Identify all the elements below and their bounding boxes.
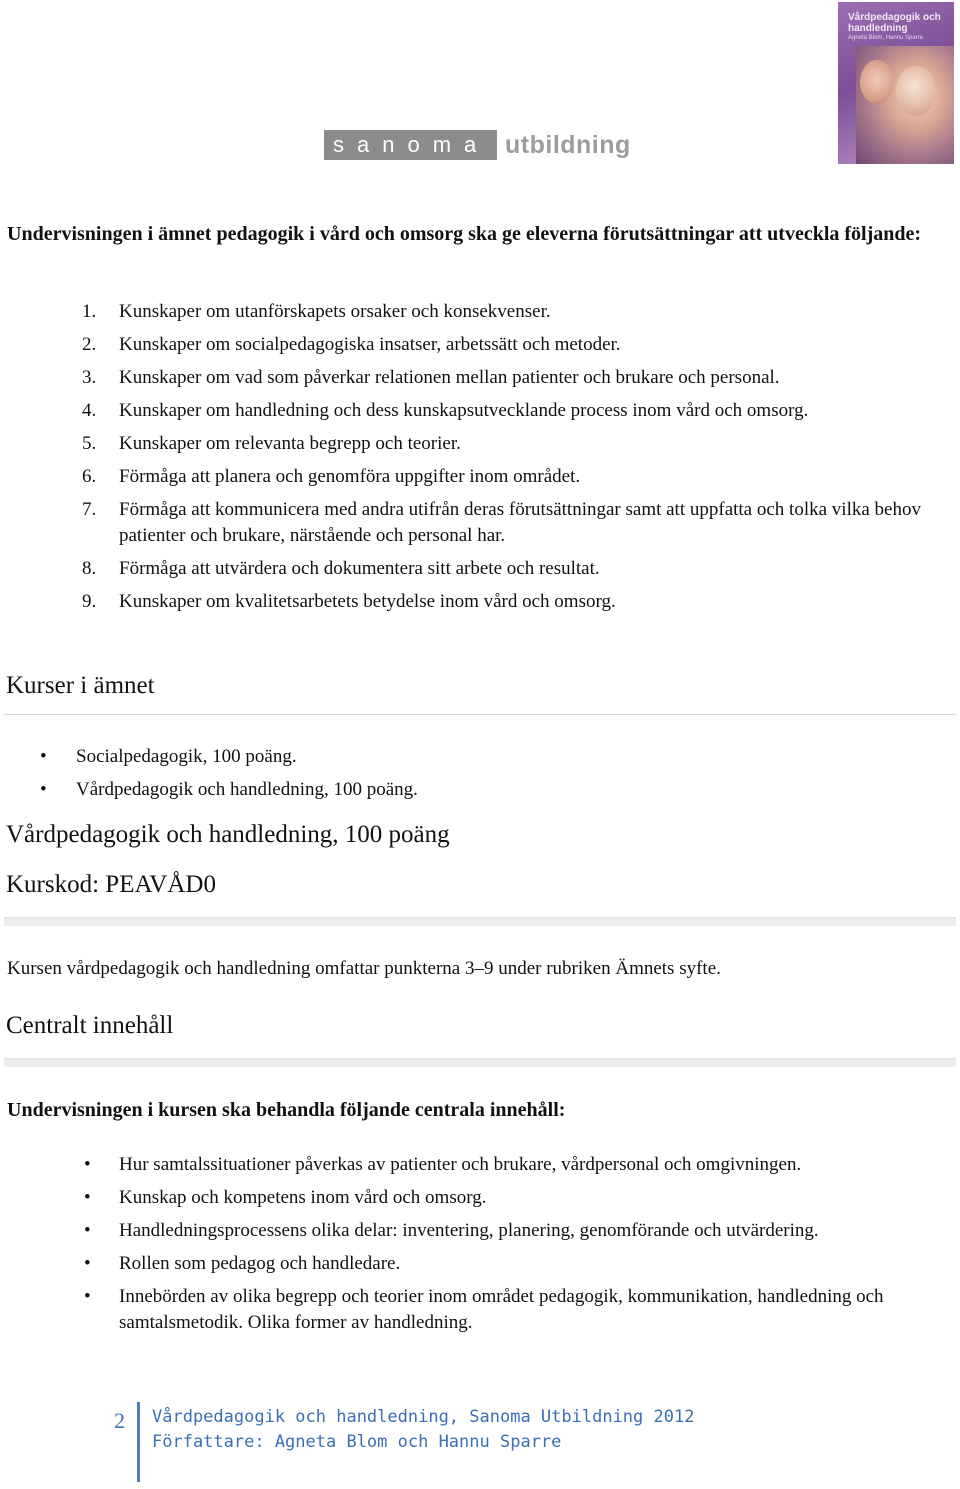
divider (4, 1058, 956, 1067)
bullet-icon: • (84, 1154, 91, 1175)
list-item (0, 1152, 960, 1178)
footer-line-2: Författare: Agneta Blom och Hannu Sparre (152, 1432, 562, 1452)
book-cover-image (838, 2, 954, 164)
list-item (0, 777, 960, 803)
list-item-text: Kunskaper om kvalitetsarbetets betydelse inom vård och omsorg. (119, 591, 616, 612)
courses-heading: Kurser i ämnet (6, 672, 155, 699)
list-item-text: Förmåga att utvärdera och dokumentera sitt arbete och resultat. (119, 558, 600, 579)
list-item-text: Socialpedagogik, 100 poäng. (76, 746, 297, 767)
list-number: 3. (82, 367, 97, 388)
content-list (0, 1152, 960, 1336)
list-item (0, 556, 960, 582)
list-item-text: Kunskaper om utanförskapets orsaker och konsekvenser. (119, 301, 551, 322)
list-item-text: Förmåga att planera och genomföra uppgifter inom området. (119, 466, 581, 487)
goals-list (0, 299, 960, 622)
list-item-text: Hur samtalssituationer påverkas av patienter och brukare, vårdpersonal och omgivningen. (119, 1154, 802, 1175)
list-number: 4. (82, 400, 97, 421)
list-item-text: Kunskaper om socialpedagogiska insatser, arbetssätt och metoder. (119, 334, 621, 355)
cover-subtitle: Agneta Blom, Hannu Sparre (848, 35, 924, 41)
cover-title: Vårdpedagogik och handledning (848, 12, 941, 34)
cover-photo-person (860, 60, 894, 104)
footer-line-1: Vårdpedagogik och handledning, Sanoma Utbildning 2012 (152, 1407, 695, 1427)
list-item-text: Vårdpedagogik och handledning, 100 poäng. (76, 779, 418, 800)
list-number: 9. (82, 591, 97, 612)
list-item (0, 744, 960, 770)
list-item-text: Kunskap och kompetens inom vård och omsorg. (119, 1187, 487, 1208)
logo-text: utbildning (505, 131, 631, 159)
list-item (0, 299, 960, 325)
bullet-icon: • (84, 1187, 91, 1208)
list-number: 2. (82, 334, 97, 355)
list-item (0, 1251, 960, 1277)
courses-list (0, 744, 960, 803)
list-item-text: Kunskaper om handledning och dess kunskapsutvecklande process inom vård och omsorg. (119, 400, 809, 421)
page-number: 2 (114, 1408, 125, 1433)
content-intro: Undervisningen i kursen ska behandla följande centrala innehåll: (7, 1099, 566, 1121)
bullet-icon: • (84, 1286, 91, 1307)
intro-heading: Undervisningen i ämnet pedagogik i vård och omsorg ska ge eleverna förutsättningar att utveckla följande: (7, 223, 922, 245)
list-item (0, 589, 960, 615)
list-item (0, 1218, 960, 1244)
list-item (0, 1284, 960, 1336)
list-item (0, 464, 960, 490)
divider (4, 917, 956, 926)
list-item-text: Kunskaper om relevanta begrepp och teorier. (119, 433, 461, 454)
bullet-icon: • (40, 746, 47, 767)
list-item (0, 1185, 960, 1211)
list-item-text: Handledningsprocessens olika delar: inventering, planering, genomförande och utvärdering. (119, 1220, 819, 1241)
cover-photo-person (896, 66, 936, 116)
bullet-icon: • (84, 1253, 91, 1274)
list-number: 7. (82, 499, 97, 520)
list-item (0, 431, 960, 457)
footer-accent-bar (137, 1402, 140, 1482)
publisher-logo (324, 130, 631, 160)
divider (4, 714, 956, 715)
list-number: 8. (82, 558, 97, 579)
list-number: 6. (82, 466, 97, 487)
list-item-text: Rollen som pedagog och handledare. (119, 1253, 401, 1274)
list-number: 1. (82, 301, 97, 322)
logo-box-text: sanoma (324, 130, 497, 160)
list-item (0, 497, 960, 549)
list-item (0, 332, 960, 358)
list-item-text: Innebörden av olika begrepp och teorier inom området pedagogik, kommunikation, handledning och samtalsmetodik. Olika former av handledning. (119, 1286, 884, 1333)
list-number: 5. (82, 433, 97, 454)
bullet-icon: • (84, 1220, 91, 1241)
course-code: Kurskod: PEAVÅD0 (6, 871, 216, 898)
course-title: Vårdpedagogik och handledning, 100 poäng (6, 821, 450, 848)
bullet-icon: • (40, 779, 47, 800)
list-item (0, 365, 960, 391)
course-description: Kursen vårdpedagogik och handledning omfattar punkterna 3–9 under rubriken Ämnets syfte. (7, 958, 721, 979)
list-item (0, 398, 960, 424)
list-item-text: Förmåga att kommunicera med andra utifrån deras förutsättningar samt att uppfatta och tolka vilka behov patienter och brukare, närstående och personal har. (119, 499, 921, 546)
list-item-text: Kunskaper om vad som påverkar relationen mellan patienter och brukare och personal. (119, 367, 780, 388)
content-heading: Centralt innehåll (6, 1012, 174, 1039)
